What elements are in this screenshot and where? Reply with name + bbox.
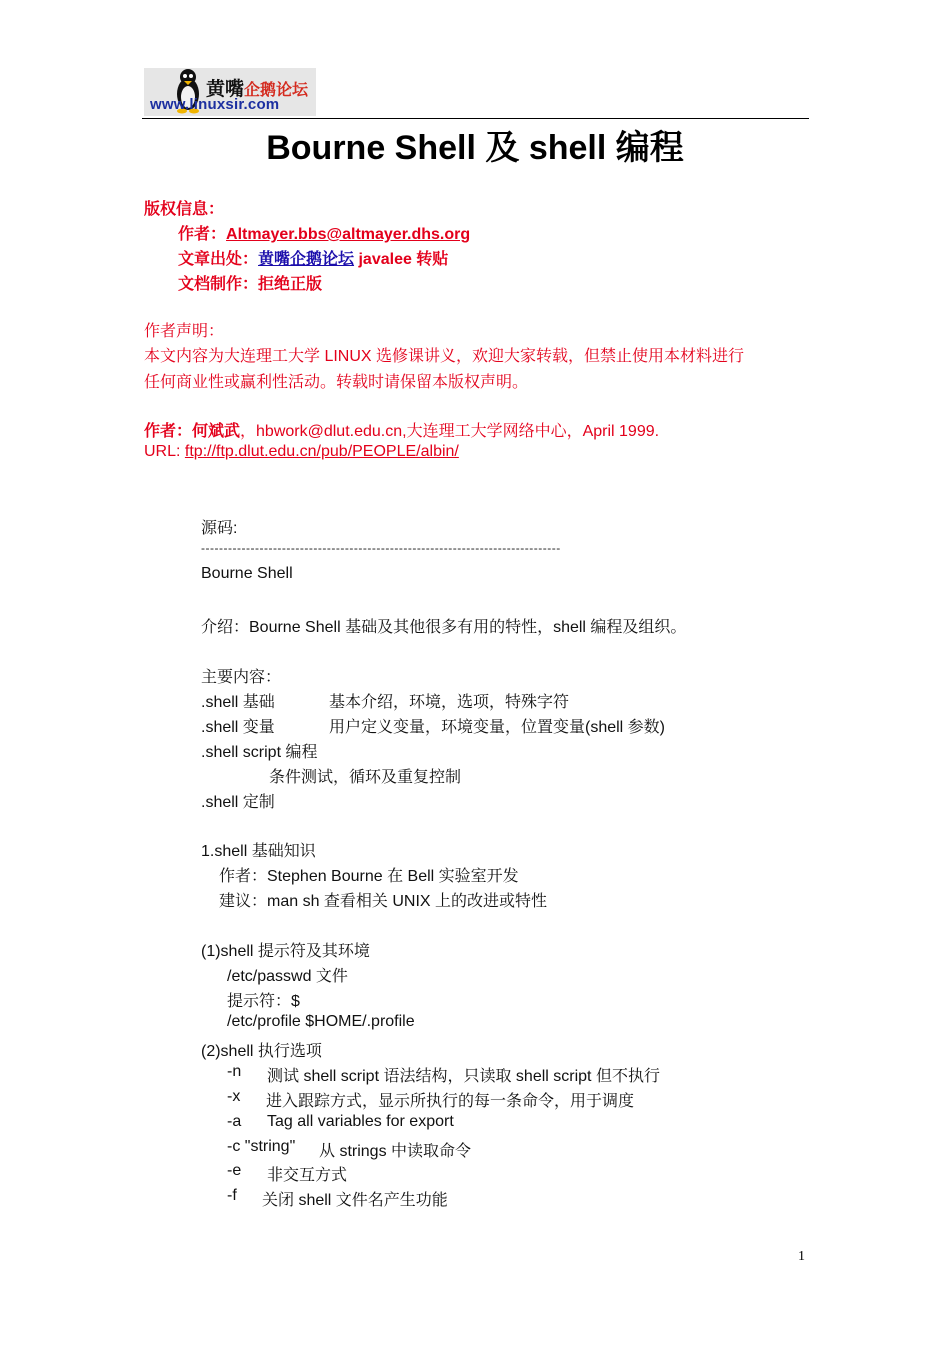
option-flag: -n — [227, 1063, 242, 1080]
source-suffix: javalee 转贴 — [354, 251, 449, 268]
toc-item: .shell 基础 — [201, 694, 275, 711]
section-1-author: 作者：Stephen Bourne 在 Bell 实验室开发 — [219, 868, 519, 885]
document-title: Bourne Shell 及 shell 编程 — [266, 129, 684, 167]
url-line — [144, 443, 459, 461]
copyright-production: 文档制作：拒绝正版 — [178, 276, 323, 293]
source-heading: Bourne Shell — [201, 565, 293, 582]
subsection-1-line: 提示符：$ — [227, 993, 300, 1010]
copyright-source-line — [178, 246, 448, 269]
copyright-author-line — [178, 221, 470, 244]
option-flag: -f — [227, 1187, 237, 1204]
subsection-2-heading: (2)shell 执行选项 — [201, 1043, 322, 1060]
subsection-1-line: /etc/profile $HOME/.profile — [227, 1013, 415, 1030]
option-desc: 进入跟踪方式，显示所执行的每一条命令，用于调度 — [266, 1093, 635, 1110]
statement-line-2: 任何商业性或赢利性活动。转载时请保留本版权声明。 — [144, 374, 529, 391]
option-flag: -c "string" — [227, 1138, 296, 1155]
statement-heading: 作者声明： — [144, 323, 225, 340]
option-desc: 从 strings 中读取命令 — [319, 1143, 472, 1160]
source-intro: 介绍：Bourne Shell 基础及其他很多有用的特性，shell 编程及组织。 — [201, 619, 687, 636]
subsection-1-heading: (1)shell 提示符及其环境 — [201, 943, 370, 960]
statement-line-1: 本文内容为大连理工大学 LINUX 选修课讲义，欢迎大家转载，但禁止使用本材料进行 — [144, 348, 745, 365]
author-name: 何斌武 — [192, 423, 241, 440]
url-label: URL: — [144, 443, 181, 460]
option-desc: 非交互方式 — [267, 1167, 348, 1184]
logo-url: www.linuxsir.com — [150, 96, 280, 113]
option-desc: 测试 shell script 语法结构，只读取 shell script 但不执行 — [267, 1068, 660, 1085]
toc-subitem: 条件测试，循环及重复控制 — [269, 769, 462, 786]
author-info-label: 作者： — [144, 423, 193, 440]
author-label: 作者： — [178, 226, 227, 243]
ftp-url-link[interactable]: ftp://ftp.dlut.edu.cn/pub/PEOPLE/albin/ — [184, 443, 459, 460]
main-content-heading: 主要内容： — [201, 669, 282, 686]
page-number: 1 — [798, 1249, 805, 1264]
option-desc: 关闭 shell 文件名产生功能 — [262, 1192, 448, 1209]
header-divider — [142, 118, 809, 119]
author-info-rest: ，hbwork@dlut.edu.cn,大连理工大学网络中心，April 1999. — [240, 423, 660, 440]
option-flag: -e — [227, 1162, 242, 1179]
section-1-advice: 建议：man sh 查看相关 UNIX 上的改进或特性 — [219, 893, 548, 910]
site-logo — [144, 68, 316, 116]
author-email-link[interactable]: Altmayer.bbs@altmayer.dhs.org — [226, 226, 471, 243]
source-label: 文章出处： — [178, 251, 259, 268]
toc-desc: 用户定义变量，环境变量，位置变量(shell 参数) — [329, 719, 666, 736]
option-desc: Tag all variables for export — [267, 1113, 454, 1130]
source-forum-link[interactable]: 黄嘴企鹅论坛 — [258, 251, 355, 268]
copyright-heading: 版权信息： — [144, 201, 225, 218]
logo-brand-red: 企鹅论坛 — [244, 80, 309, 99]
option-flag: -x — [227, 1088, 241, 1105]
option-flag: -a — [227, 1113, 242, 1130]
section-1-heading: 1.shell 基础知识 — [201, 843, 316, 860]
toc-item-last: .shell 定制 — [201, 794, 275, 811]
subsection-1-line: /etc/passwd 文件 — [227, 968, 348, 985]
logo-brand-black: 黄嘴 — [206, 78, 245, 100]
toc-desc: 基本介绍，环境，选项，特殊字符 — [329, 694, 570, 711]
source-divider: -------------------------------------------------------------------------------- — [201, 541, 561, 555]
toc-item: .shell script 编程 — [201, 744, 318, 761]
source-label: 源码: — [201, 520, 238, 537]
author-info-line — [144, 418, 659, 441]
toc-item: .shell 变量 — [201, 719, 275, 736]
